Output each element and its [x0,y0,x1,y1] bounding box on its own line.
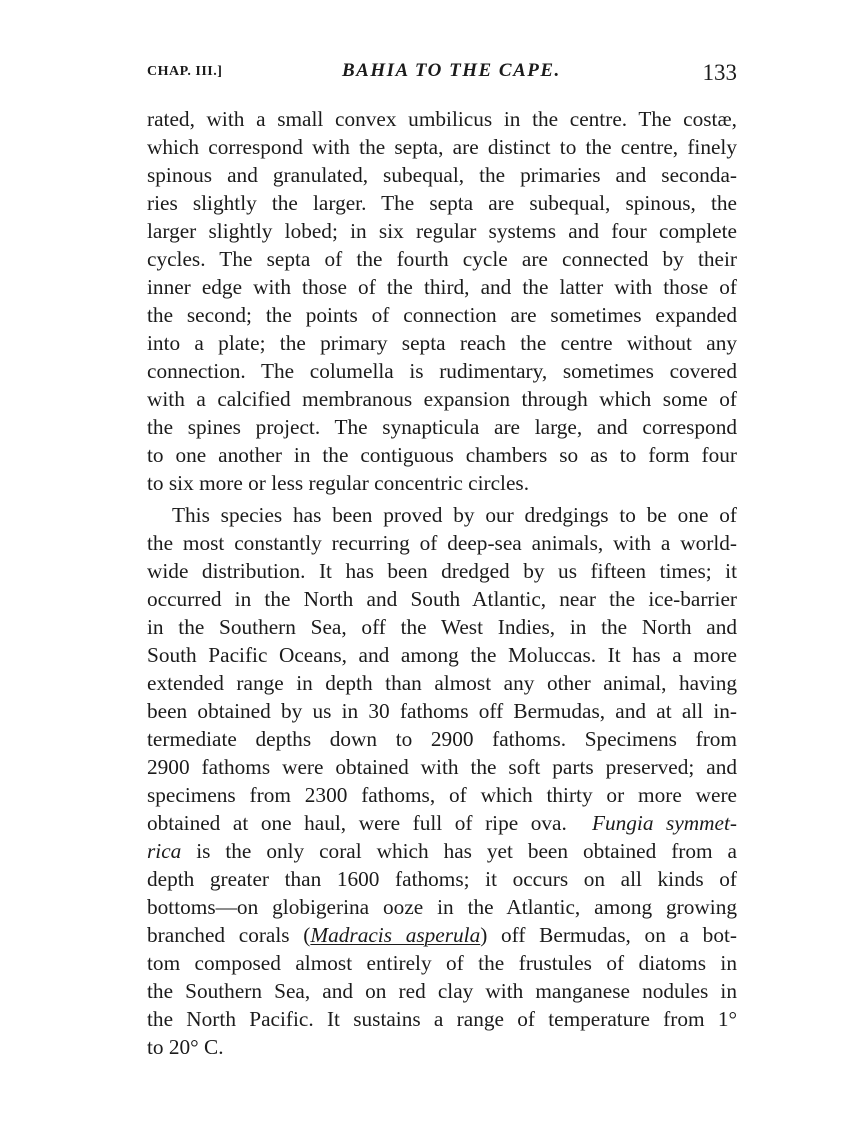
text-line: been obtained by us in 30 fathoms off Bermudas, and at all in- [147,699,737,723]
text-line: spinous and granulated, subequal, the primaries and seconda- [147,163,737,187]
text-line: 2900 fathoms were obtained with the soft parts preserved; and [147,755,737,779]
text-line: extended range in depth than almost any other animal, having [147,671,737,695]
text-line: with a calcified membranous expansion through which some of [147,387,737,411]
text-line: into a plate; the primary septa reach the centre without any [147,331,737,355]
text-span: branched corals ( [147,923,311,947]
species-name: rica [147,839,182,863]
text-line: in the Southern Sea, off the West Indies, in the North and [147,615,737,639]
text-line: the most constantly recurring of deep-sea animals, with a world- [147,531,737,555]
text-line: termediate depths down to 2900 fathoms. Specimens from [147,727,737,751]
text-line: the Southern Sea, and on red clay with manganese nodules in [147,979,737,1003]
text-line: inner edge with those of the third, and the latter with those of [147,275,737,299]
text-line [147,921,737,949]
species-name: Madracis asperula [310,923,481,947]
text-line: to 20° C. [147,1035,224,1059]
text-line: bottoms—on globigerina ooze in the Atlantic, among growing [147,895,737,919]
text-line: rated, with a small convex umbilicus in the centre. The costæ, [147,107,737,131]
text-span: obtained at one haul, were full of ripe ova. [147,811,592,835]
text-line: specimens from 2300 fathoms, of which thirty or more were [147,783,737,807]
page-header-title: BAHIA TO THE CAPE. [342,60,561,81]
text-line: wide distribution. It has been dredged by us fifteen times; it [147,559,737,583]
text-span: ) off Bermudas, on a bot- [480,923,737,947]
text-line: cycles. The septa of the fourth cycle are connected by their [147,247,737,271]
text-line: connection. The columella is rudimentary, sometimes covered [147,359,737,383]
text-line: This species has been proved by our dredgings to be one of [172,503,737,527]
text-line: depth greater than 1600 fathoms; it occurs on all kinds of [147,867,737,891]
text-line: to one another in the contiguous chambers so as to form four [147,443,737,467]
text-line: which correspond with the septa, are distinct to the centre, finely [147,135,737,159]
text-line [147,809,737,837]
chapter-label: CHAP. III.] [147,64,223,79]
text-line: larger slightly lobed; in six regular systems and four complete [147,219,737,243]
page-number: 133 [702,60,737,85]
text-line: the North Pacific. It sustains a range of temperature from 1° [147,1007,737,1031]
text-line: the second; the points of connection are sometimes expanded [147,303,737,327]
text-line [147,837,737,865]
text-line: tom composed almost entirely of the frustules of diatoms in [147,951,737,975]
text-line: to six more or less regular concentric circles. [147,471,530,495]
text-line: South Pacific Oceans, and among the Moluccas. It has a more [147,643,737,667]
running-head [147,60,737,90]
text-line: the spines project. The synapticula are large, and correspond [147,415,737,439]
text-line: ries slightly the larger. The septa are subequal, spinous, the [147,191,737,215]
text-line: occurred in the North and South Atlantic, near the ice-barrier [147,587,737,611]
species-name: Fungia symmet- [591,811,737,835]
text-span: is the only coral which has yet been obtained from a [181,839,737,863]
